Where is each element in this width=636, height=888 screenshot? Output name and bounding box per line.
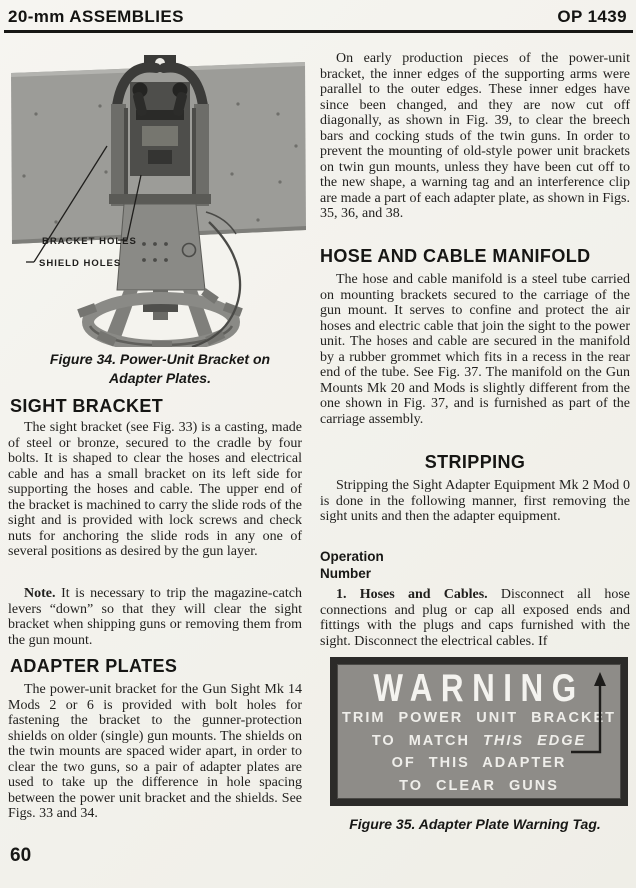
step1-paragraph: [320, 587, 630, 649]
step1-label: 1. Hoses and Cables.: [336, 587, 488, 602]
sight-bracket-paragraph: The sight bracket (see Fig. 33) is a casting, made of steel or bronze, secured to the cradle by four bolts. It is shaped to clear the hoses and electrical cable and has a small bracket on its left side for supporting the hoses and cable. The upper end of the bracket is machined to carry the slide rods of the sight and is provided with lock screws and check nuts for anchoring the slide rods in any one of several positions as desired by the gun layer.: [8, 420, 302, 559]
adapter-plates-paragraph: The power-unit bracket for the Gun Sight Mk 14 Mods 2 or 6 is provided with bolt holes for fastening the bracket to the gunner-protection shields on older (single) gun mounts. The shields on the twin mounts are spaced wider apart, in order to clear the two guns, so a pair of adapter plates are used to take up the difference in hole spacing between the power unit bracket and the shields. See Figs. 33 and 34.: [8, 682, 302, 821]
warning-line2: [337, 730, 621, 753]
operation-number-label: [320, 548, 384, 582]
stripping-paragraph: Stripping the Sight Adapter Equipment Mk 2 Mod 0 is done in the following manner, first removing the sight units and then the adapter equipment.: [320, 478, 630, 524]
note-label: Note.: [24, 586, 56, 601]
bracket-holes-label: BRACKET HOLES: [42, 236, 137, 247]
stripping-heading: STRIPPING: [424, 452, 526, 472]
warning-title: WARNING: [373, 665, 585, 710]
figure34-caption-line1: Figure 34. Power-Unit Bracket on: [49, 351, 271, 367]
step1-text: Disconnect all hose connections and plug or cap all exposed ends and fittings with the plugs and caps furnished with the sight. Disconnect the electrical cables. If: [320, 587, 630, 649]
note-text: It is necessary to trip the magazine-catch levers “down” so that they will clear the sight bracket when shipping guns or removing them from the gun mount.: [8, 586, 302, 648]
warning-line3: OF THIS ADAPTER: [391, 755, 567, 771]
sight-bracket-heading: SIGHT BRACKET: [10, 396, 164, 416]
warning-line2-pre: TO MATCH: [371, 732, 470, 749]
figure34-photo: [6, 54, 310, 347]
adapter-plates-heading: ADAPTER PLATES: [10, 656, 178, 676]
hose-manifold-heading: HOSE AND CABLE MANIFOLD: [320, 246, 591, 266]
hose-manifold-paragraph: The hose and cable manifold is a steel tube carried on mounting brackets secured to the carriage of the gun mount. It serves to confine and protect the air hoses and electric cable that join the sight to the power unit. The hoses and cable are secured in the manifold by a rubber grommet which fits in a recess in the rear end of the tube. See Fig. 37. The manifold on the Gun Mounts Mk 20 and Mods is slightly different from the one shown in Fig. 37, and is furnished as part of the carriage assembly.: [320, 272, 630, 427]
page-number: 60: [10, 845, 32, 866]
warning-tag: [330, 657, 628, 806]
intro-paragraph: On early production pieces of the power-unit bracket, the inner edges of the supporting arms were parallel to the outer edges. These inner edges have since been changed, and they are now cut off diagonally, as shown in Fig. 39, to clear the breech bars and cocking studs of the twin guns. In order to prevent the mounting of old-style power unit brackets on twin gun mounts, unless they have been cut off to the new shape, a warning tag and an interference clip are made a part of each adapter plate, as shown in Figs. 35, 36, and 38.: [320, 51, 630, 221]
header-right-title: OP 1439: [557, 7, 627, 26]
header-left-title: 20-mm ASSEMBLIES: [8, 7, 184, 26]
warning-line2-italic: THIS EDGE: [483, 732, 587, 749]
figure34-caption-line2: Adapter Plates.: [109, 370, 211, 386]
warning-line4: TO CLEAR GUNS: [399, 777, 559, 794]
shield-holes-label: SHIELD HOLES: [39, 258, 122, 269]
operation-label-line2: Number: [320, 566, 372, 581]
figure34-caption: [20, 350, 300, 388]
warning-line1: TRIM POWER UNIT BRACKET: [341, 710, 616, 726]
sight-bracket-note: [8, 586, 302, 648]
operation-label-line1: Operation: [320, 549, 384, 564]
figure35-caption: Figure 35. Adapter Plate Warning Tag.: [349, 816, 601, 832]
header-rule: [4, 30, 633, 33]
